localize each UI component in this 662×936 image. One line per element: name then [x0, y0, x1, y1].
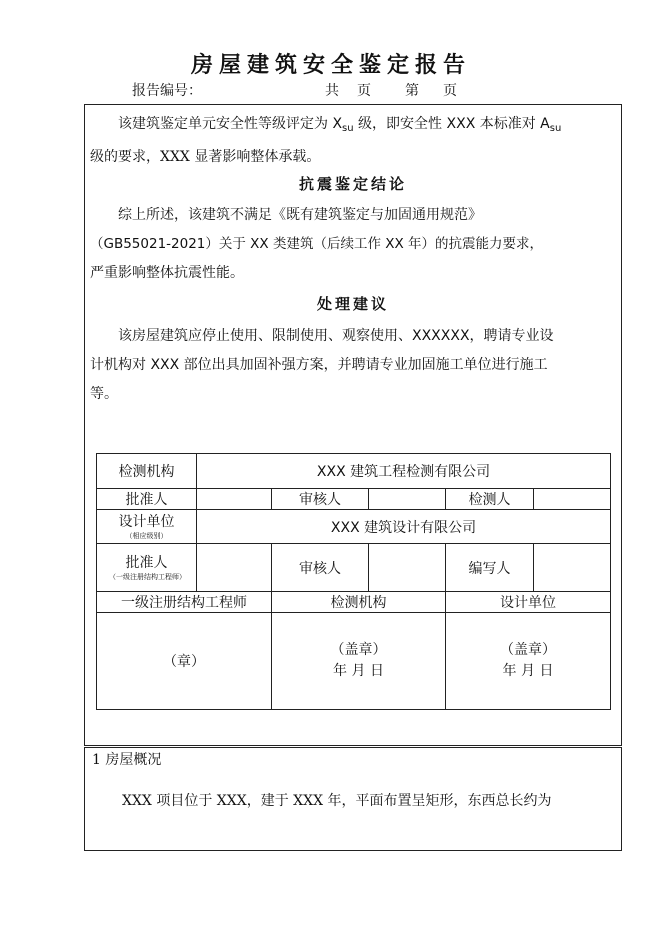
approver2-field[interactable] [197, 544, 272, 592]
reviewer-label: 审核人 [272, 489, 369, 510]
engineer-stamp: （章） [163, 654, 205, 670]
reviewer2-label: 审核人 [272, 544, 369, 592]
design-stamp: （盖章） [500, 642, 556, 658]
design-column-header: 设计单位 [446, 592, 611, 613]
report-title: 房屋建筑安全鉴定报告 [190, 53, 471, 78]
design-unit-cell [97, 510, 197, 544]
safety-text-c: 级的要求，XXX 显著影响整体承载。 [90, 149, 321, 165]
seismic-line-3: 严重影响整体抗震性能。 [90, 265, 244, 281]
inspection-stamp: （盖章） [330, 642, 387, 658]
safety-text-a: 该建筑鉴定单元安全性等级评定为 X [118, 116, 343, 132]
advice-heading: 处理建议 [316, 295, 389, 313]
total-pages-label: 共 [325, 83, 339, 99]
design-unit-label: 设计单位 [118, 514, 175, 530]
report-number-label: 报告编号： [132, 83, 202, 99]
inspector-label: 检测人 [446, 489, 534, 510]
design-unit-value: XXX 建筑设计有限公司 [197, 510, 611, 544]
advice-line-1: 该房屋建筑应停止使用、限制使用、观察使用、XXXXXX，聘请专业设 [118, 328, 554, 344]
safety-conclusion [90, 110, 618, 172]
inspection-org-value: XXX 建筑工程检测有限公司 [197, 454, 611, 489]
seismic-line-2: （GB55021-2021）关于 XX 类建筑（后续工作 XX 年）的抗震能力要求， [90, 236, 544, 252]
inspector-field[interactable] [534, 489, 611, 510]
inspection-stamp-cell[interactable] [272, 613, 446, 710]
safety-text-b: 级，即安全性 XXX 本标准对 A [353, 116, 550, 132]
design-stamp-cell[interactable] [446, 613, 611, 710]
reviewer2-field[interactable] [369, 544, 446, 592]
engineer-column-header: 一级注册结构工程师 [97, 592, 272, 613]
signature-table [96, 453, 611, 710]
writer-label: 编写人 [446, 544, 534, 592]
seismic-heading: 抗震鉴定结论 [298, 175, 407, 193]
design-date: 年 月 日 [502, 663, 554, 679]
page-number-label: 第 [405, 83, 419, 99]
safety-sub-2: su [549, 123, 562, 134]
overview-heading: 1 房屋概况 [92, 752, 162, 768]
seismic-conclusion [90, 201, 618, 288]
page-number-unit: 页 [443, 83, 457, 99]
engineer-stamp-cell[interactable] [97, 613, 272, 710]
approver-field[interactable] [197, 489, 272, 510]
advice-text [90, 322, 618, 409]
overview-text: XXX 项目位于 XXX，建于 XXX 年，平面布置呈矩形，东西总长约为 [122, 793, 552, 809]
safety-sub-1: su [342, 123, 354, 134]
design-unit-note: （相应级别） [125, 532, 168, 540]
approver-label: 批准人 [97, 489, 197, 510]
report-meta [0, 80, 662, 100]
approver2-note: （一级注册结构工程师） [109, 573, 186, 581]
inspection-org-label: 检测机构 [97, 454, 197, 489]
writer-field[interactable] [534, 544, 611, 592]
seismic-line-1: 综上所述，该建筑不满足《既有建筑鉴定与加固通用规范》 [118, 207, 482, 223]
reviewer-field[interactable] [369, 489, 446, 510]
advice-line-3: 等。 [90, 386, 118, 402]
approver2-cell [97, 544, 197, 592]
total-pages-unit: 页 [357, 83, 371, 99]
inspection-column-header: 检测机构 [272, 592, 446, 613]
inspection-date: 年 月 日 [333, 663, 384, 679]
advice-line-2: 计机构对 XXX 部位出具加固补强方案，并聘请专业加固施工单位进行施工 [90, 357, 548, 373]
approver2-label: 批准人 [125, 555, 168, 571]
